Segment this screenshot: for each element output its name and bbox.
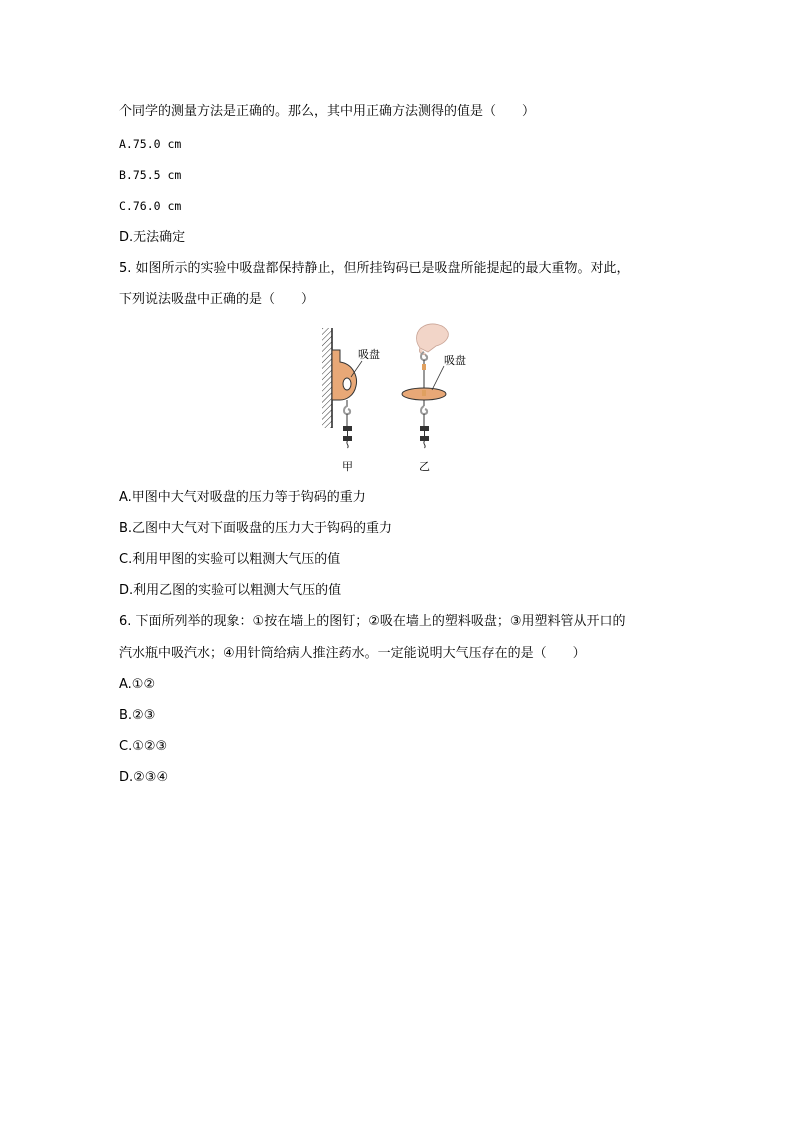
q5-stem-line2: 下列说法吸盘中正确的是（ ） xyxy=(119,292,315,307)
caption-jia: 甲 xyxy=(342,460,353,473)
q4-stem: 个同学的测量方法是正确的。那么，其中用正确方法测得的值是（ ） xyxy=(119,104,536,119)
q4-option-b: B.75.5 cm xyxy=(119,168,182,182)
right-hook-weights xyxy=(420,400,429,448)
q6-option-a: A.①② xyxy=(119,677,156,692)
caption-yi: 乙 xyxy=(419,460,430,473)
q5-option-d: D.利用乙图的实验可以粗测大气压的值 xyxy=(119,583,342,598)
q5-stem-line1: 5. 如图所示的实验中吸盘都保持静止，但所挂钩码已是吸盘所能提起的最大重物。对此， xyxy=(119,261,630,276)
right-suction-label: 吸盘 xyxy=(444,354,466,367)
left-suction-label: 吸盘 xyxy=(358,348,380,361)
q4-option-c: C.76.0 cm xyxy=(119,199,182,213)
q5-option-b: B.乙图中大气对下面吸盘的压力大于钩码的重力 xyxy=(119,521,393,536)
suction-cup-figure xyxy=(310,318,490,478)
q6-option-d: D.②③④ xyxy=(119,770,169,785)
q6-stem-line2: 汽水瓶中吸汽水；④用针筒给病人推注药水。一定能说明大气压存在的是（ ） xyxy=(119,646,586,661)
q4-option-d: D.无法确定 xyxy=(119,230,186,245)
q5-option-c: C.利用甲图的实验可以粗测大气压的值 xyxy=(119,552,341,567)
wall-hatching xyxy=(322,328,332,428)
q6-option-b: B.②③ xyxy=(119,708,156,723)
q4-option-a: A.75.0 cm xyxy=(119,137,182,151)
q5-option-a: A.甲图中大气对吸盘的压力等于钩码的重力 xyxy=(119,490,366,505)
hand-icon xyxy=(417,324,449,355)
q6-stem-line1: 6. 下面所列举的现象：①按在墙上的图钉；②吸在墙上的塑料吸盘；③用塑料管从开口的 xyxy=(119,614,626,629)
q6-option-c: C.①②③ xyxy=(119,739,168,754)
left-hook-weights xyxy=(343,400,352,448)
